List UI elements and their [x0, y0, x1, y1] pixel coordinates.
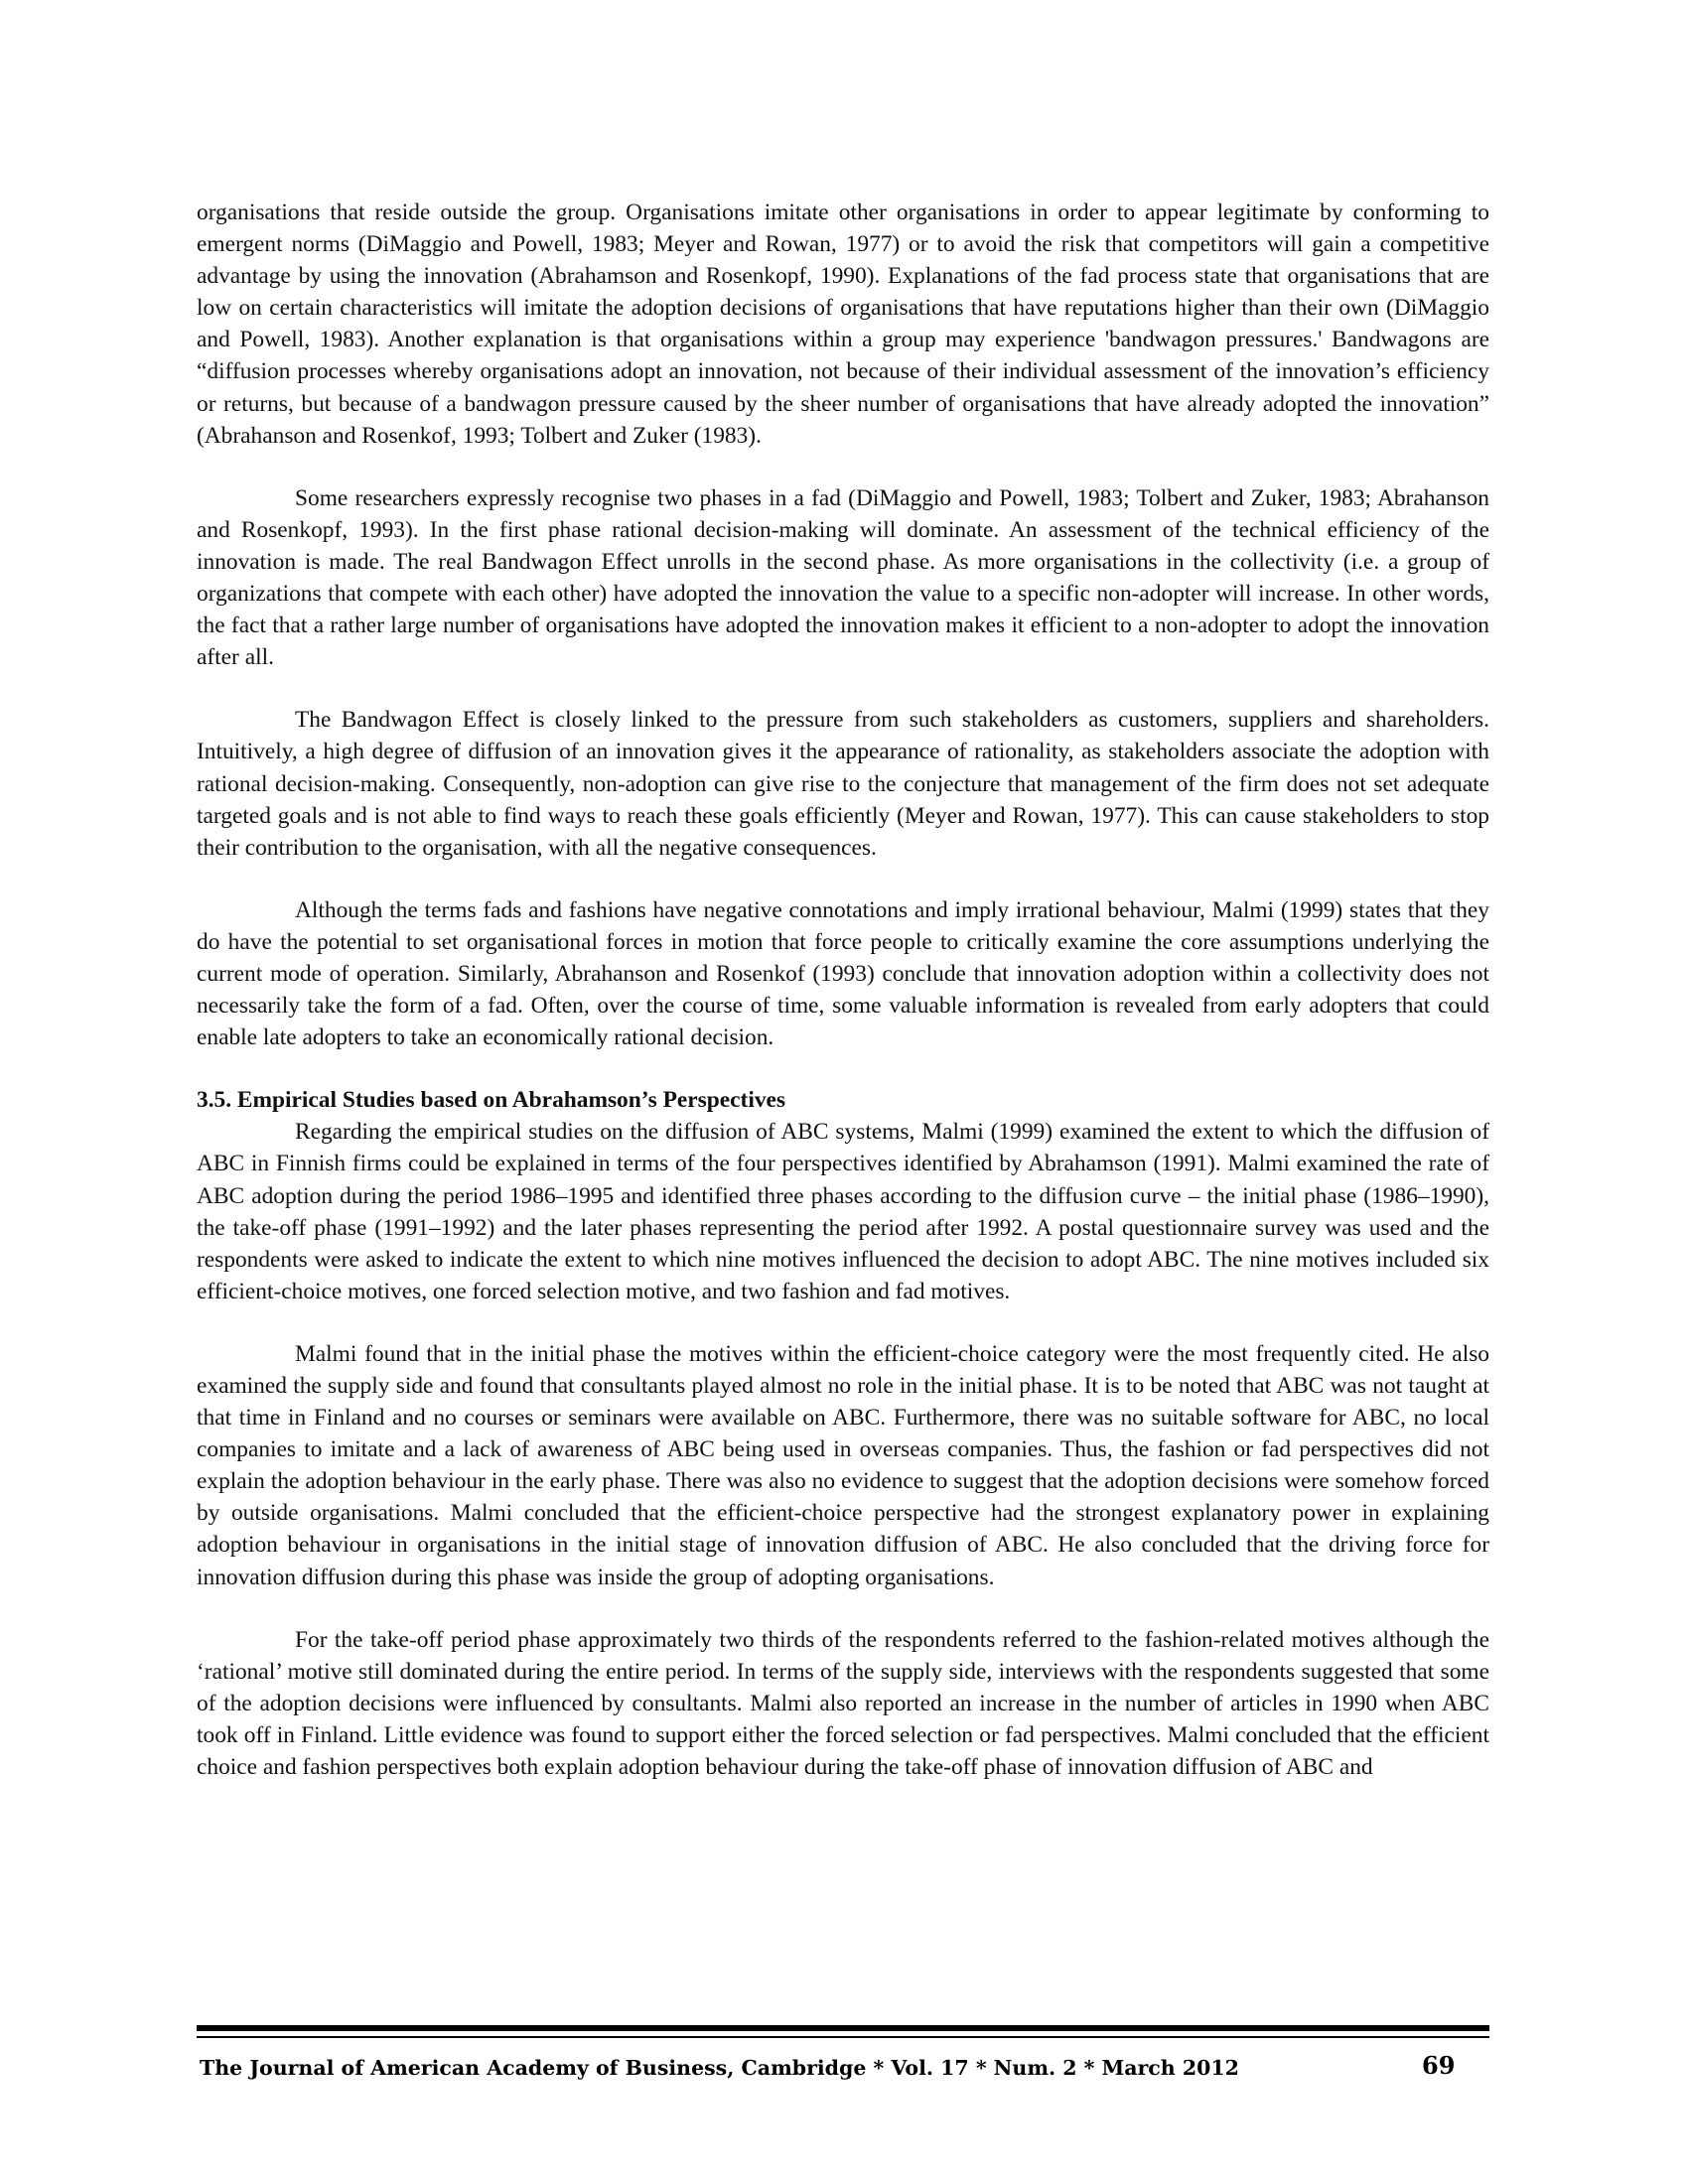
- paragraph-1: organisations that reside outside the group. Organisations imitate other organisations in order to appear legitimate by conforming to emergent norms (DiMaggio and Powell, 1983; Meyer and Rowan, 1977) or to avoid the risk that competitors will gain a competitive advantage by using the innovation (Abrahamson and Rosenkopf, 1990). Explanations of the fad process state that organisations that are low on certain characteristics will imitate the adoption decisions of organisations that have reputations higher than their own (DiMaggio and Powell, 1983). Another explanation is that organisations within a group may experience 'bandwagon pressures.' Bandwagons are “diffusion processes whereby organisations adopt an innovation, not because of their individual assessment of the innovation’s efficiency or returns, but because of a bandwagon pressure caused by the sheer number of organisations that have already adopted the innovation” (Abrahanson and Rosenkof, 1993; Tolbert and Zuker (1983).: [197, 200, 1489, 449]
- footer-rule-thin: [197, 2036, 1489, 2038]
- paragraph-5: Regarding the empirical studies on the diffusion of ABC systems, Malmi (1999) examined the extent to which the diffusion of ABC in Finnish firms could be explained in terms of the four perspectives identified by Abrahamson (1991). Malmi examined the rate of ABC adoption during the period 1986–1995 and identified three phases according to the diffusion curve – the initial phase (1986–1990), the take-off phase (1991–1992) and the later phases representing the period after 1992. A postal questionnaire survey was used and the respondents were asked to indicate the extent to which nine motives influenced the decision to adopt ABC. The nine motives included six efficient-choice motives, one forced selection motive, and two fashion and fad motives.: [197, 1119, 1489, 1304]
- page-number: 69: [1422, 2051, 1456, 2080]
- paragraph-4: Although the terms fads and fashions have negative connotations and imply irrational behaviour, Malmi (1999) states that they do have the potential to set organisational forces in motion that force people to critically examine the core assumptions underlying the current mode of operation. Similarly, Abrahanson and Rosenkof (1993) conclude that innovation adoption within a collectivity does not necessarily take the form of a fad. Often, over the course of time, some valuable information is revealed from early adopters that could enable late adopters to take an economically rational decision.: [197, 896, 1489, 1051]
- footer-journal-citation: The Journal of American Academy of Business, Cambridge * Vol. 17 * Num. 2 * March 2012: [200, 2056, 1239, 2080]
- page-body: [197, 197, 1489, 1783]
- paragraph-2: Some researchers expressly recognise two phases in a fad (DiMaggio and Powell, 1983; Tolbert and Zuker, 1983; Abrahanson and Rosenkopf, 1993). In the first phase rational decision-making will dominate. An assessment of the technical efficiency of the innovation is made. The real Bandwagon Effect unrolls in the second phase. As more organisations in the collectivity (i.e. a group of organizations that compete with each other) have adopted the innovation the value to a specific non-adopter will increase. In other words, the fact that a rather large number of organisations have adopted the innovation makes it efficient to a non-adopter to adopt the innovation after all.: [197, 484, 1489, 671]
- paragraph-6: Malmi found that in the initial phase the motives within the efficient-choice category were the most frequently cited. He also examined the supply side and found that consultants played almost no role in the initial phase. It is to be noted that ABC was not taught at that time in Finland and no courses or seminars were available on ABC. Furthermore, there was no suitable software for ABC, no local companies to imitate and a lack of awareness of ABC being used in overseas companies. Thus, the fashion or fad perspectives did not explain the adoption behaviour in the early phase. There was also no evidence to suggest that the adoption decisions were somehow forced by outside organisations. Malmi concluded that the efficient-choice perspective had the strongest explanatory power in explaining adoption behaviour in organisations in the initial stage of innovation diffusion of ABC. He also concluded that the driving force for innovation diffusion during this phase was inside the group of adopting organisations.: [197, 1340, 1489, 1590]
- paragraph-3: The Bandwagon Effect is closely linked to the pressure from such stakeholders as customers, suppliers and shareholders. Intuitively, a high degree of diffusion of an innovation gives it the appearance of rationality, as stakeholders associate the adoption with rational decision-making. Consequently, non-adoption can give rise to the conjecture that management of the firm does not set adequate targeted goals and is not able to find ways to reach these goals efficiently (Meyer and Rowan, 1977). This can cause stakeholders to stop their contribution to the organisation, with all the negative consequences.: [197, 707, 1489, 861]
- paragraph-7: For the take-off period phase approximately two thirds of the respondents referred to the fashion-related motives although the ‘rational’ motive still dominated during the entire period. In terms of the supply side, interviews with the respondents suggested that some of the adoption decisions were influenced by consultants. Malmi also reported an increase in the number of articles in 1990 when ABC took off in Finland. Little evidence was found to support either the forced selection or fad perspectives. Malmi concluded that the efficient choice and fashion perspectives both explain adoption behaviour during the take-off phase of innovation diffusion of ABC and: [197, 1626, 1489, 1781]
- section-heading: 3.5. Empirical Studies based on Abrahamson’s Perspectives: [197, 1087, 786, 1114]
- footer-rule-thick: [197, 2025, 1489, 2031]
